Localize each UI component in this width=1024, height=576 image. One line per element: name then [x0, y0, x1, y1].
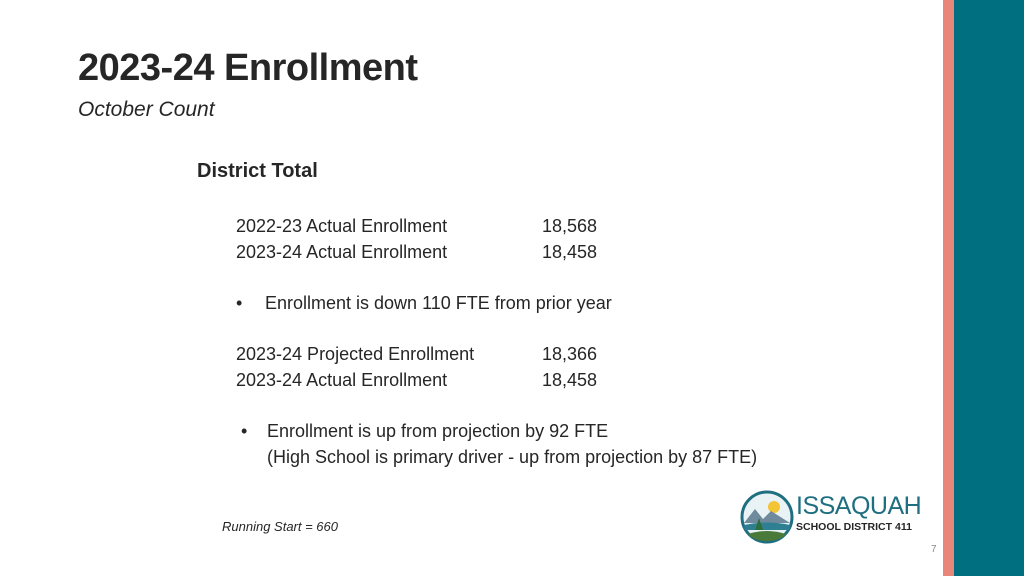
page-number: 7 [931, 544, 937, 555]
enrollment-row-label: 2023-24 Projected Enrollment [236, 344, 475, 364]
bullet-text: Enrollment is down 110 FTE from prior year [265, 293, 612, 313]
district-logo [740, 490, 930, 546]
bullet-dot: • [236, 293, 243, 313]
enrollment-row-label: 2023-24 Actual Enrollment [236, 242, 448, 262]
slide-subtitle: October Count [78, 98, 215, 121]
enrollment-row-value: 18,458 [542, 242, 598, 262]
district-logo-name: ISSAQUAH [796, 492, 922, 520]
running-start-note: Running Start = 660 [222, 519, 338, 534]
bullet-text: Enrollment is up from projection by 92 FTE [267, 421, 609, 441]
bullet-dot: • [241, 421, 248, 441]
accent-stripe-teal [954, 0, 1024, 576]
enrollment-row-value: 18,366 [542, 344, 598, 364]
slide-title: 2023-24 Enrollment [78, 47, 418, 89]
bullet-text-continuation: (High School is primary driver - up from projection by 87 FTE) [267, 447, 758, 467]
enrollment-row-value: 18,568 [542, 216, 598, 236]
district-logo-emblem-icon [740, 490, 794, 544]
enrollment-row-label: 2023-24 Actual Enrollment [236, 370, 448, 390]
enrollment-row-label: 2022-23 Actual Enrollment [236, 216, 448, 236]
accent-stripe-salmon [943, 0, 954, 576]
section-heading: District Total [197, 160, 318, 182]
district-logo-subtitle: SCHOOL DISTRICT 411 [796, 521, 912, 533]
enrollment-row-value: 18,458 [542, 370, 598, 390]
